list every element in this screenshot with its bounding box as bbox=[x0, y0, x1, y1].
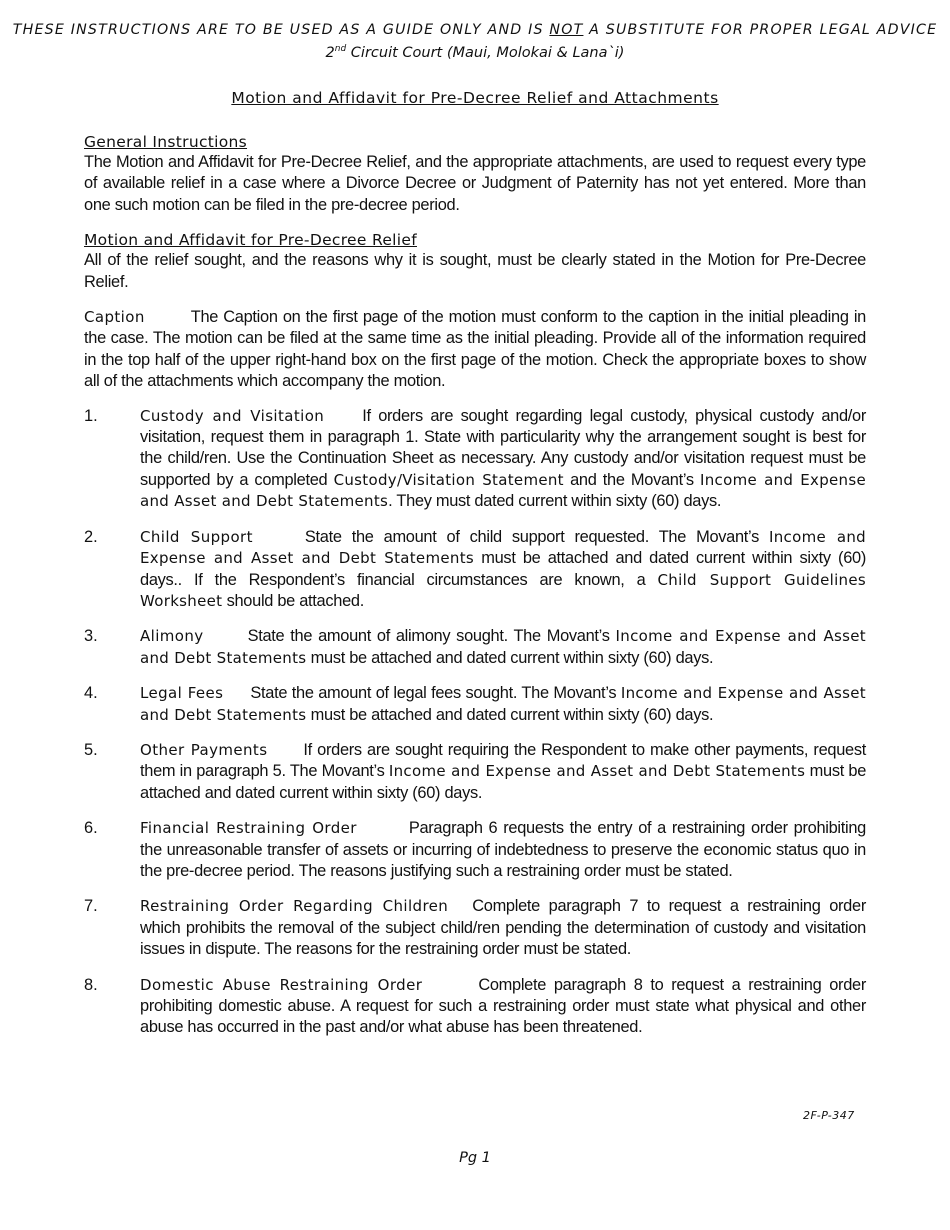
item-number: 8. bbox=[84, 975, 98, 994]
form-reference: Income and Expense and Asset and Debt Statements bbox=[388, 762, 806, 781]
form-reference: Income and Expense and Asset and Debt Statements bbox=[140, 684, 866, 724]
item-number: 5. bbox=[84, 740, 98, 759]
legal-disclaimer bbox=[0, 22, 950, 38]
disclaimer-text-pre: THESE INSTRUCTIONS ARE TO BE USED AS A GUIDE ONLY AND IS bbox=[12, 22, 550, 38]
list-item: 2. Child Support State the amount of child support requested. The Movant’s Income and Expense and Asset and Debt Statements must be attached and dated current within sixty (60) days.. If the Respondent’s financial circumstances are known, a Child Support Guidelines Worksheet should be attached. bbox=[84, 527, 866, 610]
item-heading: Restraining Order Regarding Children bbox=[140, 897, 449, 916]
form-reference: Income and Expense and Asset and Debt Statements bbox=[140, 527, 866, 568]
form-reference: Income and Expense and Asset and Debt Statements bbox=[140, 627, 866, 667]
list-item: 1. Custody and Visitation If orders are sought regarding legal custody, physical custody and/or visitation, request them in paragraph 1. State with particularity why the arrangement sought is best for the child/ren. Use the Continuation Sheet as necessary. Any custody and/or visitation request must be supported by a completed Custody/Visitation Statement and the Movant’s Income and Expense and Asset and Debt Statements. They must dated current within sixty (60) days. bbox=[84, 406, 866, 511]
form-code: 2F-P-347 bbox=[803, 1109, 855, 1122]
item-number: 2. bbox=[84, 527, 98, 546]
instructions-body bbox=[84, 132, 866, 1053]
caption-text: The Caption on the first page of the motion must conform to the caption in the initial pleading in the case. The motion can be filed at the same time as the initial pleading. Provide all of the information required in the top half of the upper right-hand box on the first page of the motion. Check the appropriate boxes to show all of the attachments which accompany the motion. bbox=[84, 308, 866, 391]
list-item: 4. Legal Fees State the amount of legal fees sought. The Movant’s Income and Expense and Asset and Debt Statements must be attached and dated current within sixty (60) days. bbox=[84, 684, 866, 724]
caption-heading: Caption bbox=[84, 308, 145, 327]
court-number: 2 bbox=[325, 44, 335, 61]
item-heading: Legal Fees bbox=[140, 684, 224, 703]
document-title bbox=[0, 89, 950, 107]
court-name bbox=[0, 44, 950, 61]
court-location: Circuit Court (Maui, Molokai & Lana`i) bbox=[346, 44, 625, 61]
list-item: 3. Alimony State the amount of alimony sought. The Movant’s Income and Expense and Asset and Debt Statements must be attached and dated current within sixty (60) days. bbox=[84, 627, 866, 667]
item-heading: Domestic Abuse Restraining Order bbox=[140, 975, 423, 994]
court-ordinal: nd bbox=[334, 44, 347, 54]
list-item: 6. Financial Restraining Order Paragraph 6 requests the entry of a restraining order prohibiting the unreasonable transfer of assets or incurring of indebtedness to preserve the economic status quo in the pre-decree period. The reasons justifying such a restraining order must be stated. bbox=[84, 819, 866, 880]
disclaimer-not: NOT bbox=[549, 22, 584, 38]
item-heading: Other Payments bbox=[140, 740, 268, 759]
form-reference: Child Support Guidelines Worksheet bbox=[140, 570, 866, 610]
general-instructions-text: The Motion and Affidavit for Pre-Decree Relief, and the appropriate attachments, are used to request every type of available relief in a case where a Divorce Decree or Judgment of Paternity has not yet entered. More than one such motion can be filed in the pre-decree period. bbox=[84, 153, 866, 214]
form-reference: Income and Expense and Asset and Debt Statements bbox=[140, 470, 866, 511]
item-number: 1. bbox=[84, 406, 98, 425]
item-heading: Alimony bbox=[140, 627, 204, 646]
general-instructions-section bbox=[84, 132, 866, 216]
caption-section bbox=[84, 307, 866, 393]
item-heading: Financial Restraining Order bbox=[140, 819, 357, 838]
item-number: 6. bbox=[84, 819, 98, 838]
item-number: 4. bbox=[84, 684, 98, 703]
item-heading: Child Support bbox=[140, 527, 253, 546]
list-item: 5. Other Payments If orders are sought requiring the Respondent to make other payments, request them in paragraph 5. The Movant’s Income and Expense and Asset and Debt Statements must be attached and dated current within sixty (60) days. bbox=[84, 740, 867, 802]
general-instructions-heading: General Instructions bbox=[84, 133, 248, 151]
item-number: 3. bbox=[84, 627, 98, 646]
motion-heading: Motion and Affidavit for Pre-Decree Relief bbox=[84, 231, 417, 250]
list-item: 7. Restraining Order Regarding Children Complete paragraph 7 to request a restraining order which prohibits the removal of the subject child/ren pending the determination of custody and visitation issues in dispute. The reasons for the restraining order must be stated. bbox=[84, 897, 866, 959]
document-title-text: Motion and Affidavit for Pre-Decree Relief and Attachments bbox=[231, 89, 719, 107]
motion-text: All of the relief sought, and the reasons why it is sought, must be clearly stated in the Motion for Pre-Decree Relief. bbox=[84, 251, 866, 291]
page-number: Pg 1 bbox=[459, 1150, 491, 1166]
disclaimer-text-post: A SUBSTITUTE FOR PROPER LEGAL ADVICE bbox=[583, 22, 938, 38]
form-reference: Custody/Visitation Statement bbox=[333, 470, 564, 489]
motion-section bbox=[84, 230, 866, 293]
item-heading: Custody and Visitation bbox=[140, 406, 325, 425]
list-item: 8. Domestic Abuse Restraining Order Complete paragraph 8 to request a restraining order prohibiting domestic abuse. A request for such a restraining order must state what physical and other abuse has occurred in the past and/or what abuse has been threatened. bbox=[84, 975, 866, 1037]
item-number: 7. bbox=[84, 897, 98, 916]
